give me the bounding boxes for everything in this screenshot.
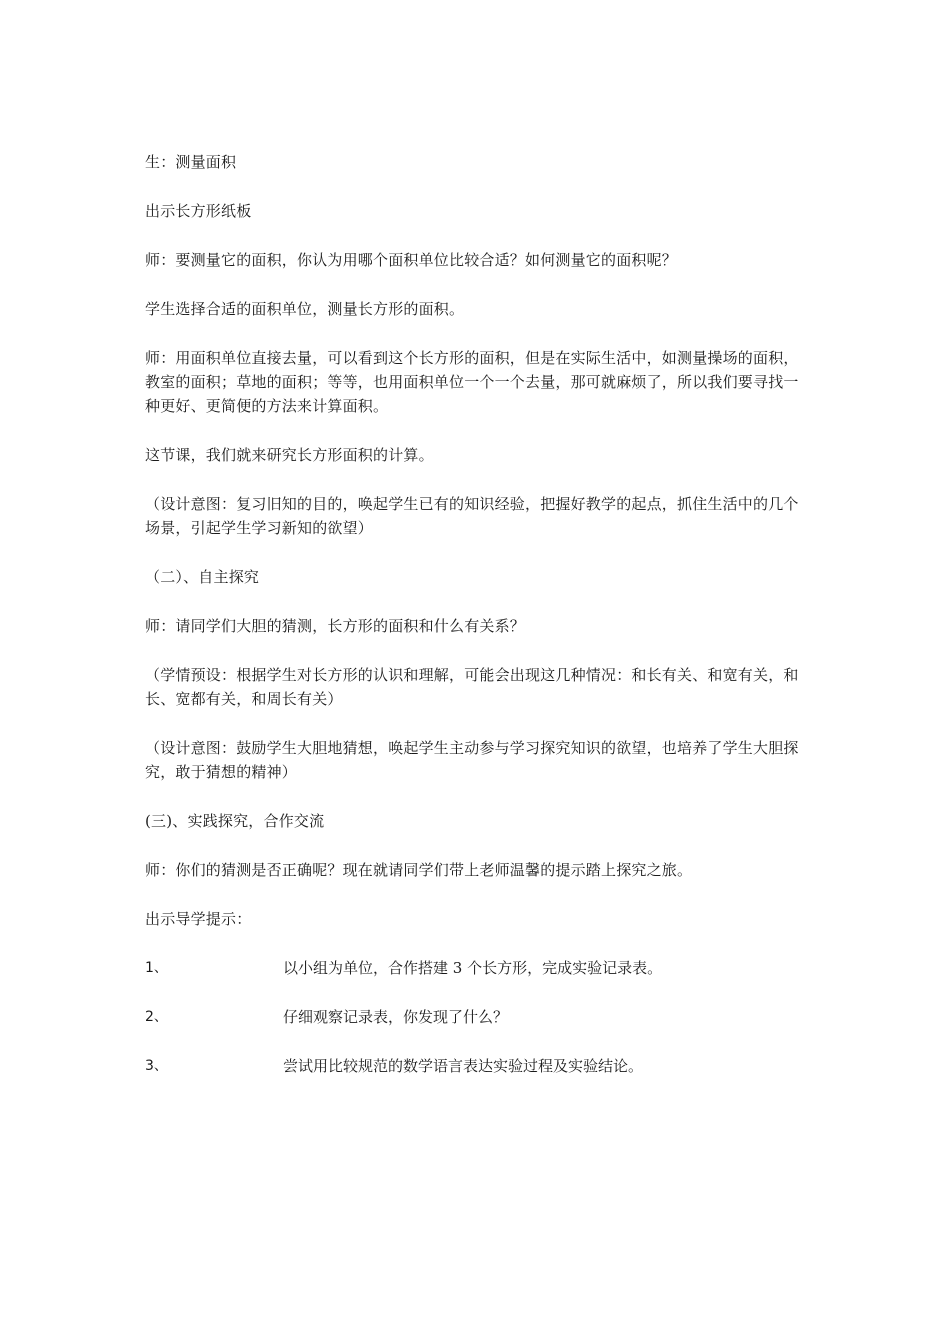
- paragraph-design-intent-2: （设计意图：鼓励学生大胆地猜想，唤起学生主动参与学习探究知识的欲望，也培养了学生大胆探究，敢于猜想的精神）: [145, 739, 799, 781]
- list-text: 尝试用比较规范的数学语言表达实验过程及实验结论。: [283, 1057, 644, 1075]
- section-heading-3: (三)、实践探究，合作交流: [145, 812, 325, 830]
- list-item: [145, 1054, 810, 1078]
- paragraph-guide-title: 出示导学提示：: [145, 910, 252, 928]
- paragraph-lesson-intro: 这节课，我们就来研究长方形面积的计算。: [145, 446, 434, 464]
- paragraph-teacher-check: 师：你们的猜测是否正确呢？现在就请同学们带上老师温馨的提示踏上探究之旅。: [145, 861, 693, 879]
- list-number: 2、: [145, 1009, 168, 1025]
- list-item: [145, 1005, 810, 1029]
- paragraph-teacher-question: 师：要测量它的面积，你认为用哪个面积单位比较合适？如何测量它的面积呢？: [145, 251, 678, 269]
- paragraph-show-board: 出示长方形纸板: [145, 202, 252, 220]
- paragraph-student-choose: 学生选择合适的面积单位，测量长方形的面积。: [145, 300, 465, 318]
- list-number: 1、: [145, 960, 168, 976]
- list-text: 以小组为单位，合作搭建 3 个长方形，完成实验记录表。: [283, 959, 663, 977]
- paragraph-teacher-explain: 师：用面积单位直接去量，可以看到这个长方形的面积，但是在实际生活中，如测量操场的面积，教室的面积；草地的面积；等等，也用面积单位一个一个去量，那可就麻烦了，所以我们要寻找一种更好、更简便的方法来计算面积。: [145, 349, 799, 415]
- paragraph-teacher-guess: 师：请同学们大胆的猜测，长方形的面积和什么有关系？: [145, 617, 526, 635]
- list-item: [145, 956, 810, 980]
- list-text: 仔细观察记录表，你发现了什么？: [283, 1008, 509, 1026]
- list-number: 3、: [145, 1058, 168, 1074]
- document-page: [145, 150, 810, 1103]
- paragraph-preset: （学情预设：根据学生对长方形的认识和理解，可能会出现这几种情况：和长有关、和宽有关，和长、宽都有关，和周长有关）: [145, 666, 799, 708]
- section-heading-2: （二）、自主探究: [145, 568, 260, 586]
- paragraph-design-intent-1: （设计意图：复习旧知的目的，唤起学生已有的知识经验，把握好教学的起点，抓住生活中的几个场景，引起学生学习新知的欲望）: [145, 495, 799, 537]
- paragraph-student-measure: 生：测量面积: [145, 153, 237, 171]
